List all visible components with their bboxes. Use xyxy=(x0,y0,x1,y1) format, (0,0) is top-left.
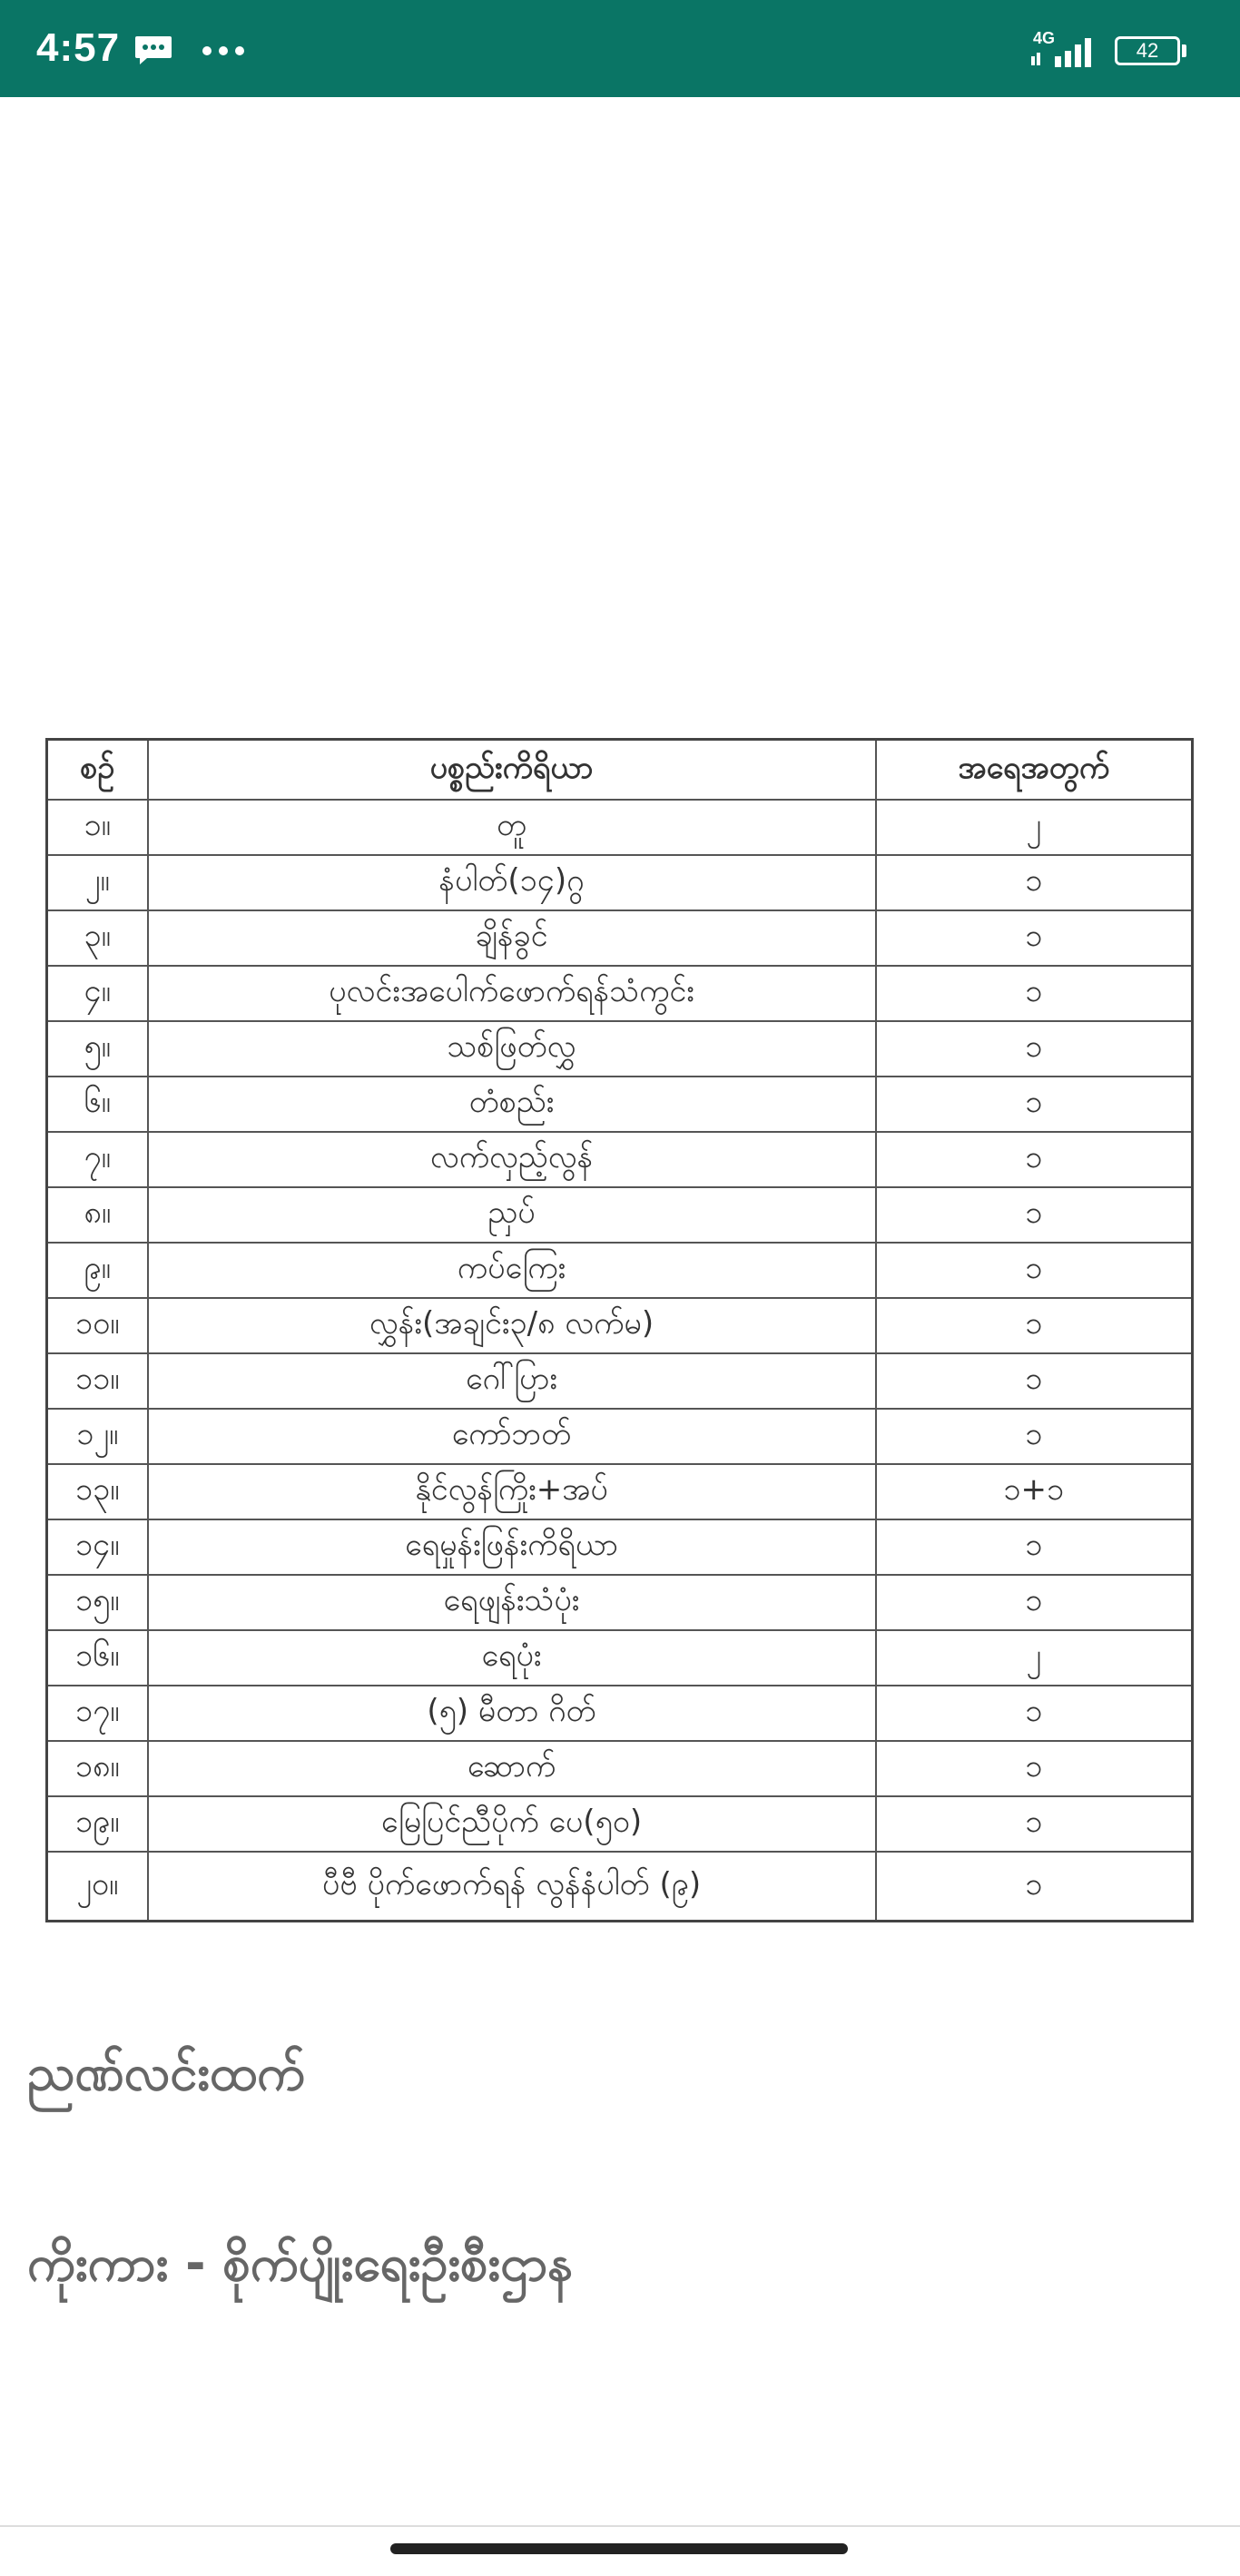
table-row xyxy=(47,1077,1193,1132)
row-item: (၅) မီတာ ဂိတ် xyxy=(148,1686,876,1741)
table-row xyxy=(47,1353,1193,1409)
table-row xyxy=(47,1187,1193,1243)
row-serial: ၁၁။ xyxy=(47,1353,148,1409)
row-quantity: ၁ xyxy=(876,1686,1193,1741)
row-quantity: ၁ xyxy=(876,1796,1193,1852)
row-quantity: ၂ xyxy=(876,800,1193,855)
table-row xyxy=(47,855,1193,910)
row-quantity: ၁ xyxy=(876,1852,1193,1922)
table-row xyxy=(47,1243,1193,1298)
row-item: ပီဗီ ပိုက်ဖောက်ရန် လွန်နံပါတ် (၉) xyxy=(148,1852,876,1922)
more-icon xyxy=(202,45,245,56)
battery-icon xyxy=(1115,36,1187,65)
row-item: လက်လှည့်လွန် xyxy=(148,1132,876,1187)
table-row xyxy=(47,800,1193,855)
row-item: ဂေါ်ပြား xyxy=(148,1353,876,1409)
row-serial: ၁၅။ xyxy=(47,1575,148,1630)
table-row xyxy=(47,1409,1193,1464)
row-quantity: ၁+၁ xyxy=(876,1464,1193,1519)
table-row xyxy=(47,1630,1193,1686)
network-type: 4G xyxy=(1033,29,1056,47)
row-quantity: ၁ xyxy=(876,855,1193,910)
row-quantity: ၁ xyxy=(876,1243,1193,1298)
table-row xyxy=(47,1686,1193,1741)
row-item: တူ xyxy=(148,800,876,855)
row-quantity: ၁ xyxy=(876,910,1193,966)
table-row xyxy=(47,1796,1193,1852)
table-row xyxy=(47,910,1193,966)
row-serial: ၃။ xyxy=(47,910,148,966)
row-serial: ၁။ xyxy=(47,800,148,855)
row-quantity: ၂ xyxy=(876,1630,1193,1686)
reference-heading: ကိုးကား - စိုက်ပျိုးရေးဦးစီးဌာန xyxy=(27,2235,574,2292)
row-quantity: ၁ xyxy=(876,1021,1193,1077)
equipment-table xyxy=(45,738,1194,1922)
row-serial: ၁၈။ xyxy=(47,1741,148,1796)
row-item: မြေပြင်ညီပိုက် ပေ(၅၀) xyxy=(148,1796,876,1852)
row-serial: ၁၇။ xyxy=(47,1686,148,1741)
message-icon xyxy=(134,34,172,65)
row-quantity: ၁ xyxy=(876,1298,1193,1353)
row-quantity: ၁ xyxy=(876,1519,1193,1575)
table-row xyxy=(47,1741,1193,1796)
author-heading: ညဏ်လင်းထက် xyxy=(27,2044,305,2101)
row-item: ကပ်ကြေး xyxy=(148,1243,876,1298)
row-item: လွှန်း(အချင်း၃/၈ လက်မ) xyxy=(148,1298,876,1353)
row-serial: ၉။ xyxy=(47,1243,148,1298)
row-item: ဆောက် xyxy=(148,1741,876,1796)
row-item: ညှပ် xyxy=(148,1187,876,1243)
row-serial: ၁၃။ xyxy=(47,1464,148,1519)
row-serial: ၁၀။ xyxy=(47,1298,148,1353)
row-serial: ၁၄။ xyxy=(47,1519,148,1575)
row-quantity: ၁ xyxy=(876,1132,1193,1187)
row-serial: ၁၆။ xyxy=(47,1630,148,1686)
table-row xyxy=(47,1852,1193,1922)
header-serial: စဉ် xyxy=(47,740,148,801)
status-bar xyxy=(0,0,1240,97)
row-item: တံစည်း xyxy=(148,1077,876,1132)
row-serial: ၄။ xyxy=(47,966,148,1021)
row-quantity: ၁ xyxy=(876,1187,1193,1243)
row-serial: ၁၉။ xyxy=(47,1796,148,1852)
row-item: ကော်ဘတ် xyxy=(148,1409,876,1464)
table-row xyxy=(47,1519,1193,1575)
row-item: ပုလင်းအပေါက်ဖောက်ရန်သံကွင်း xyxy=(148,966,876,1021)
home-indicator[interactable] xyxy=(390,2543,848,2554)
row-item: သစ်ဖြတ်လွှ xyxy=(148,1021,876,1077)
row-serial: ၆။ xyxy=(47,1077,148,1132)
row-quantity: ၁ xyxy=(876,1575,1193,1630)
row-quantity: ၁ xyxy=(876,1741,1193,1796)
nav-divider xyxy=(0,2525,1240,2527)
row-quantity: ၁ xyxy=(876,966,1193,1021)
status-time: 4:57 xyxy=(36,25,121,70)
table-row xyxy=(47,1021,1193,1077)
row-serial: ၅။ xyxy=(47,1021,148,1077)
row-quantity: ၁ xyxy=(876,1409,1193,1464)
row-serial: ၂။ xyxy=(47,855,148,910)
table-row xyxy=(47,1464,1193,1519)
table-header-row xyxy=(47,740,1193,801)
row-item: ရေပုံး xyxy=(148,1630,876,1686)
row-item: နိုင်လွန်ကြိုး+အပ် xyxy=(148,1464,876,1519)
signal-icon xyxy=(1031,36,1098,69)
table-row xyxy=(47,1575,1193,1630)
row-item: ရေဖျန်းသံပုံး xyxy=(148,1575,876,1630)
row-serial: ၈။ xyxy=(47,1187,148,1243)
row-item: နံပါတ်(၁၄)ဂွ xyxy=(148,855,876,910)
header-item: ပစ္စည်းကိရိယာ xyxy=(148,740,876,801)
battery-level: 42 xyxy=(1115,36,1180,65)
header-quantity: အရေအတွက် xyxy=(876,740,1193,801)
row-item: ရေမှုန်းဖြန်းကိရိယာ xyxy=(148,1519,876,1575)
equipment-table-container xyxy=(45,738,1191,1922)
row-quantity: ၁ xyxy=(876,1353,1193,1409)
table-row xyxy=(47,966,1193,1021)
table-row xyxy=(47,1298,1193,1353)
row-quantity: ၁ xyxy=(876,1077,1193,1132)
row-serial: ၇။ xyxy=(47,1132,148,1187)
row-item: ချိန်ခွင် xyxy=(148,910,876,966)
row-serial: ၁၂။ xyxy=(47,1409,148,1464)
table-row xyxy=(47,1132,1193,1187)
row-serial: ၂၀။ xyxy=(47,1852,148,1922)
battery-tip xyxy=(1182,44,1186,57)
